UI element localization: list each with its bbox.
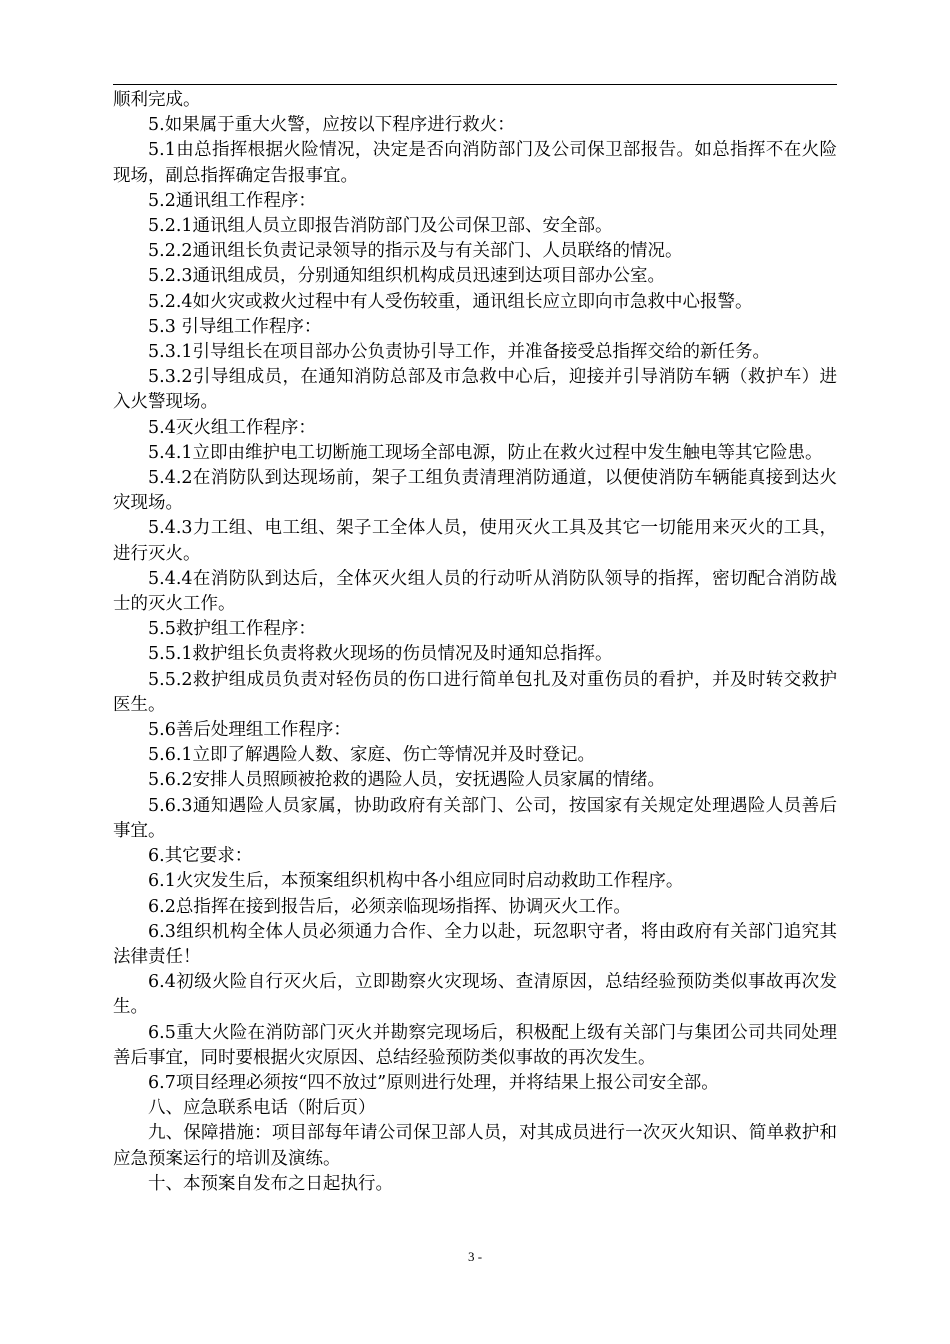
- paragraph: 5.5救护组工作程序：: [148, 619, 316, 640]
- paragraph: 5.3.1引导组长在项目部办公负责协引导工作，并准备接受总指挥交给的新任务。: [148, 342, 771, 363]
- paragraph: 5.4.1立即由维护电工切断施工现场全部电源，防止在救火过程中发生触电等其它险患。: [148, 442, 823, 463]
- paragraph: 5.6.2安排人员照顾被抢救的遇险人员，安抚遇险人员家属的情绪。: [148, 770, 666, 791]
- paragraph: 5.1由总指挥根据火险情况，决定是否向消防部门及公司保卫部报告。如总指挥不在火险现场，副总指挥确定告报事宜。: [113, 140, 837, 186]
- paragraph: 顺利完成。: [113, 90, 201, 110]
- paragraph: 6.7项目经理必须按“四不放过”原则进行处理，并将结果上报公司安全部。: [148, 1072, 719, 1093]
- paragraph: 5.6.3通知遇险人员家属，协助政府有关部门、公司，按国家有关规定处理遇险人员善后事宜。: [113, 795, 837, 841]
- paragraph: 5.4.2在消防队到达现场前，架子工组负责清理消防通道，以便使消防车辆能真接到达火灾现场。: [113, 468, 837, 514]
- paragraph: 5.2.2通讯组长负责记录领导的指示及与有关部门、人员联络的情况。: [148, 241, 683, 262]
- paragraph: 5.6.1立即了解遇险人数、家庭、伤亡等情况并及时登记。: [148, 745, 596, 766]
- document-body: [113, 88, 837, 1197]
- paragraph: 6.2总指挥在接到报告后，必须亲临现场指挥、协调灭火工作。: [148, 896, 631, 917]
- paragraph: 5.3 引导组工作程序：: [148, 316, 322, 337]
- paragraph: 5.4.3力工组、电工组、架子工全体人员，使用灭火工具及其它一切能用来灭火的工具，进行灭火。: [113, 518, 837, 564]
- paragraph: 5.2.1通讯组人员立即报告消防部门及公司保卫部、安全部。: [148, 216, 613, 237]
- paragraph: 5.5.1救护组长负责将救火现场的伤员情况及时通知总指挥。: [148, 644, 613, 665]
- paragraph: 6.5重大火险在消防部门灭火并勘察完现场后，积极配上级有关部门与集团公司共同处理善后事宜，同时要根据火灾原因、总结经验预防类似事故的再次发生。: [113, 1022, 837, 1068]
- paragraph: 5.2.4如火灾或救火过程中有人受伤较重，通讯组长应立即向市急救中心报警。: [148, 291, 753, 312]
- paragraph: 6.其它要求：: [148, 846, 253, 867]
- paragraph: 5.如果属于重大火警，应按以下程序进行救火：: [148, 115, 515, 136]
- header-rule: [113, 84, 837, 85]
- paragraph: 5.5.2救护组成员负责对轻伤员的伤口进行简单包扎及对重伤员的看护，并及时转交救护医生。: [113, 669, 837, 715]
- paragraph: 5.6善后处理组工作程序：: [148, 720, 351, 741]
- paragraph: 十、本预案自发布之日起执行。: [148, 1173, 393, 1194]
- page-number: 3 -: [467, 1249, 483, 1264]
- paragraph: 6.1火灾发生后，本预案组织机构中各小组应同时启动救助工作程序。: [148, 871, 684, 892]
- paragraph: 5.3.2引导组成员，在通知消防总部及市急救中心后，迎接并引导消防车辆（救护车）进入火警现场。: [113, 367, 837, 413]
- paragraph: 6.3组织机构全体人员必须通力合作、全力以赴，玩忽职守者，将由政府有关部门追究其法律责任！: [113, 921, 837, 967]
- paragraph: 6.4初级火险自行灭火后，立即勘察火灾现场、查清原因，总结经验预防类似事故再次发生。: [113, 972, 837, 1018]
- paragraph: 5.2.3通讯组成员，分别通知组织机构成员迅速到达项目部办公室。: [148, 266, 666, 287]
- paragraph: 5.4.4在消防队到达后，全体灭火组人员的行动听从消防队领导的指挥，密切配合消防战士的灭火工作。: [113, 568, 837, 615]
- paragraph: 八、应急联系电话（附后页）: [148, 1098, 376, 1119]
- paragraph: 5.2通讯组工作程序：: [148, 190, 316, 211]
- paragraph: 九、保障措施：项目部每年请公司保卫部人员，对其成员进行一次灭火知识、简单救护和应急预案运行的培训及演练。: [113, 1123, 837, 1169]
- paragraph: 5.4灭火组工作程序：: [148, 417, 316, 438]
